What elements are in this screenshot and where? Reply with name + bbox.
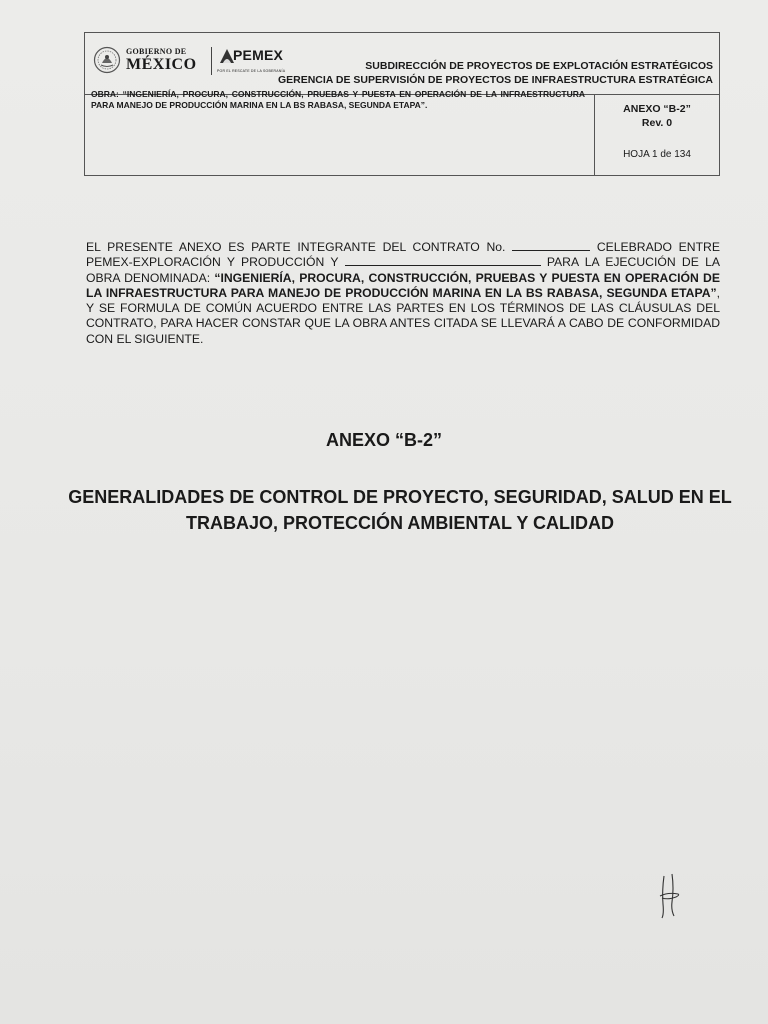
- page-subtitle: GENERALIDADES DE CONTROL DE PROYECTO, SEGURIDAD, SALUD EN EL TRABAJO, PROTECCIÓN AMBIENTAL Y CALIDAD: [68, 487, 732, 533]
- gobierno-label: GOBIERNO DE: [126, 46, 187, 56]
- signature-icon: [650, 870, 690, 920]
- mexico-label: MÉXICO: [126, 55, 197, 73]
- intro-text-1: EL PRESENTE ANEXO ES PARTE INTEGRANTE DEL CONTRATO No.: [86, 240, 506, 254]
- page-count: HOJA 1 de 134: [623, 149, 691, 160]
- intro-text-3: PARA LA EJECUCIÓN DE LA OBRA DENOMINADA:: [86, 255, 721, 285]
- intro-text-5: , Y SE FORMULA DE COMÚN ACUERDO ENTRE LAS PARTES EN LOS TÉRMINOS DE LAS CLÁUSULAS DEL CONTRATO, PARA HACER CONSTAR QUE LA OBRA ANTES CITADA SE LLEVARÁ A CABO DE CONFORMIDAD CON EL SIGUIENTE.: [86, 285, 720, 346]
- header-logo-row: [85, 33, 719, 95]
- revision-label: Rev. 0: [641, 117, 673, 129]
- header-titles: [278, 59, 713, 87]
- gobierno-logo: [93, 43, 197, 77]
- intro-paragraph: [86, 240, 720, 347]
- pemex-tagline: POR EL RESCATE DE LA SOBERANÍA: [217, 69, 286, 73]
- obra-description: OBRA: “INGENIERÍA, PROCURA, CONSTRUCCIÓN, PRUEBAS Y PUESTA EN OPERACIÓN DE LA INFRAESTRUCTURA PARA MANEJO DE PRODUCCIÓN MARINA EN LA BS RABASA, SEGUNDA ETAPA”.: [91, 89, 585, 110]
- contract-number-blank: [512, 240, 590, 251]
- contractor-name-blank: [345, 255, 541, 266]
- anexo-label: ANEXO “B-2”: [623, 103, 691, 115]
- page-title: ANEXO “B-2”: [325, 430, 442, 450]
- anexo-cell: [595, 95, 719, 175]
- pemex-wordmark: PEMEX: [233, 47, 284, 63]
- obra-name-bold: “INGENIERÍA, PROCURA, CONSTRUCCIÓN, PRUEBAS Y PUESTA EN OPERACIÓN DE LA INFRAESTRUCTURA PARA MANEJO DE PRODUCCIÓN MARINA EN LA BS RABASA, SEGUNDA ETAPA”: [86, 270, 720, 300]
- logo-divider: [211, 47, 212, 75]
- document-header: [84, 32, 720, 176]
- coat-of-arms-icon: [93, 46, 121, 74]
- gerencia-title: GERENCIA DE SUPERVISIÓN DE PROYECTOS DE INFRAESTRUCTURA ESTRATÉGICA: [277, 74, 713, 86]
- subdireccion-title: SUBDIRECCIÓN DE PROYECTOS DE EXPLOTACIÓN ESTRATÉGICOS: [365, 60, 713, 72]
- intro-text-2: CELEBRADO ENTRE PEMEX-EXPLORACIÓN Y PRODUCCIÓN Y: [86, 240, 720, 270]
